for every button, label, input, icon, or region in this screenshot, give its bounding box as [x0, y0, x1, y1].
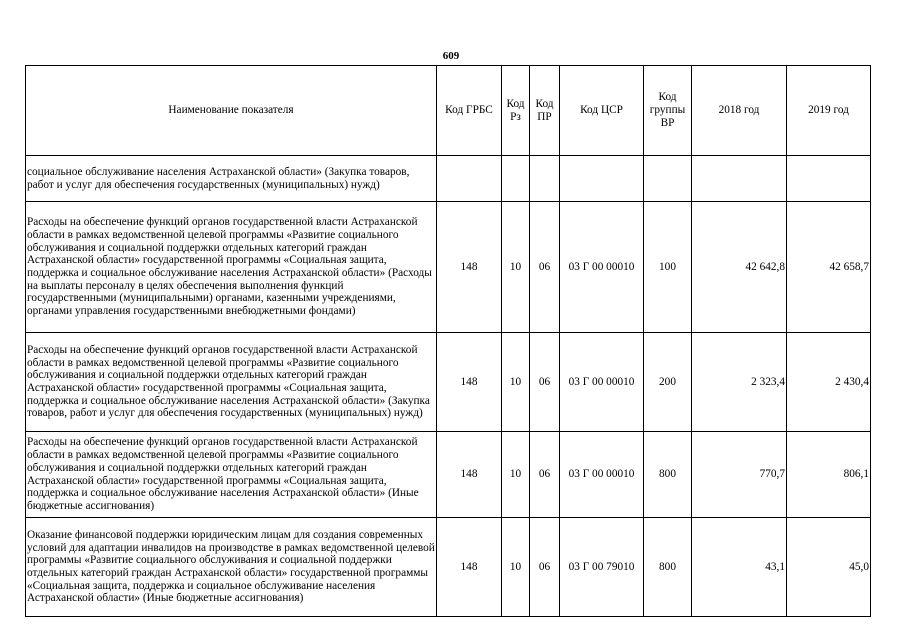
cell-rz: 10 [502, 432, 530, 518]
header-pr: Код ПР [530, 66, 560, 156]
cell-grbs [437, 156, 502, 202]
cell-name: Оказание финансовой поддержки юридическим лицам для создания современных условий для адаптации инвалидов на производстве в рамках ведомственной целевой программы «Развитие социального обслуживания и социальной поддержки отдельных категорий граждан Астраханской области» государственной программы «Социальная защита, поддержка и социальное обслуживание населения Астраханской области» (Иные бюджетные ассигнования) [26, 518, 437, 617]
table-row [26, 156, 871, 202]
cell-vr: 200 [644, 333, 692, 432]
cell-csr: 03 Г 00 79010 [560, 518, 644, 617]
cell-csr: 03 Г 00 00010 [560, 202, 644, 333]
cell-pr: 06 [530, 518, 560, 617]
table-row [26, 333, 871, 432]
cell-pr: 06 [530, 333, 560, 432]
cell-pr: 06 [530, 432, 560, 518]
cell-grbs: 148 [437, 432, 502, 518]
cell-2019: 2 430,4 [787, 333, 871, 432]
cell-vr: 100 [644, 202, 692, 333]
cell-pr [530, 156, 560, 202]
header-name: Наименование показателя [26, 66, 437, 156]
cell-2018: 42 642,8 [692, 202, 787, 333]
cell-2018: 770,7 [692, 432, 787, 518]
cell-vr [644, 156, 692, 202]
cell-csr: 03 Г 00 00010 [560, 333, 644, 432]
cell-vr: 800 [644, 432, 692, 518]
header-grbs: Код ГРБС [437, 66, 502, 156]
cell-rz: 10 [502, 333, 530, 432]
cell-csr: 03 Г 00 00010 [560, 432, 644, 518]
header-csr: Код ЦСР [560, 66, 644, 156]
cell-rz: 10 [502, 202, 530, 333]
header-2018: 2018 год [692, 66, 787, 156]
page-number: 609 [442, 50, 460, 62]
cell-rz: 10 [502, 518, 530, 617]
cell-vr: 800 [644, 518, 692, 617]
cell-2018: 2 323,4 [692, 333, 787, 432]
cell-grbs: 148 [437, 518, 502, 617]
table-row [26, 518, 871, 617]
cell-2019 [787, 156, 871, 202]
cell-name: социальное обслуживание населения Астраханской области» (Закупка товаров, работ и услуг для обеспечения государственных (муниципальных) нужд) [26, 156, 437, 202]
cell-2018: 43,1 [692, 518, 787, 617]
cell-grbs: 148 [437, 333, 502, 432]
cell-name: Расходы на обеспечение функций органов государственной власти Астраханской области в рамках ведомственной целевой программы «Развитие социального обслуживания и социальной поддержки отдельных категорий граждан Астраханской области» государственной программы «Социальная защита, поддержка и социальное обслуживание населения Астраханской области» (Закупка товаров, работ и услуг для обеспечения государственных (муниципальных) нужд) [26, 333, 437, 432]
header-2019: 2019 год [787, 66, 871, 156]
cell-2019: 45,0 [787, 518, 871, 617]
table-header-row [26, 66, 871, 156]
cell-2019: 806,1 [787, 432, 871, 518]
cell-csr [560, 156, 644, 202]
header-vr: Код группы ВР [644, 66, 692, 156]
table-row [26, 432, 871, 518]
cell-pr: 06 [530, 202, 560, 333]
cell-name: Расходы на обеспечение функций органов государственной власти Астраханской области в рамках ведомственной целевой программы «Развитие социального обслуживания и социальной поддержки отдельных категорий граждан Астраханской области» государственной программы «Социальная защита, поддержка и социальное обслуживание населения Астраханской области» (Иные бюджетные ассигнования) [26, 432, 437, 518]
cell-grbs: 148 [437, 202, 502, 333]
cell-rz [502, 156, 530, 202]
cell-2019: 42 658,7 [787, 202, 871, 333]
header-rz: Код Рз [502, 66, 530, 156]
budget-table [25, 65, 871, 617]
cell-name: Расходы на обеспечение функций органов государственной власти Астраханской области в рамках ведомственной целевой программы «Развитие социального обслуживания и социальной поддержки отдельных категорий граждан Астраханской области» государственной программы «Социальная защита, поддержка и социальное обслуживание населения Астраханской области» (Расходы на выплаты персоналу в целях обеспечения выполнения функций государственными (муниципальными) органами, казенными учреждениями, органами управления государственными внебюджетными фондами) [26, 202, 437, 333]
table-row [26, 202, 871, 333]
cell-2018 [692, 156, 787, 202]
